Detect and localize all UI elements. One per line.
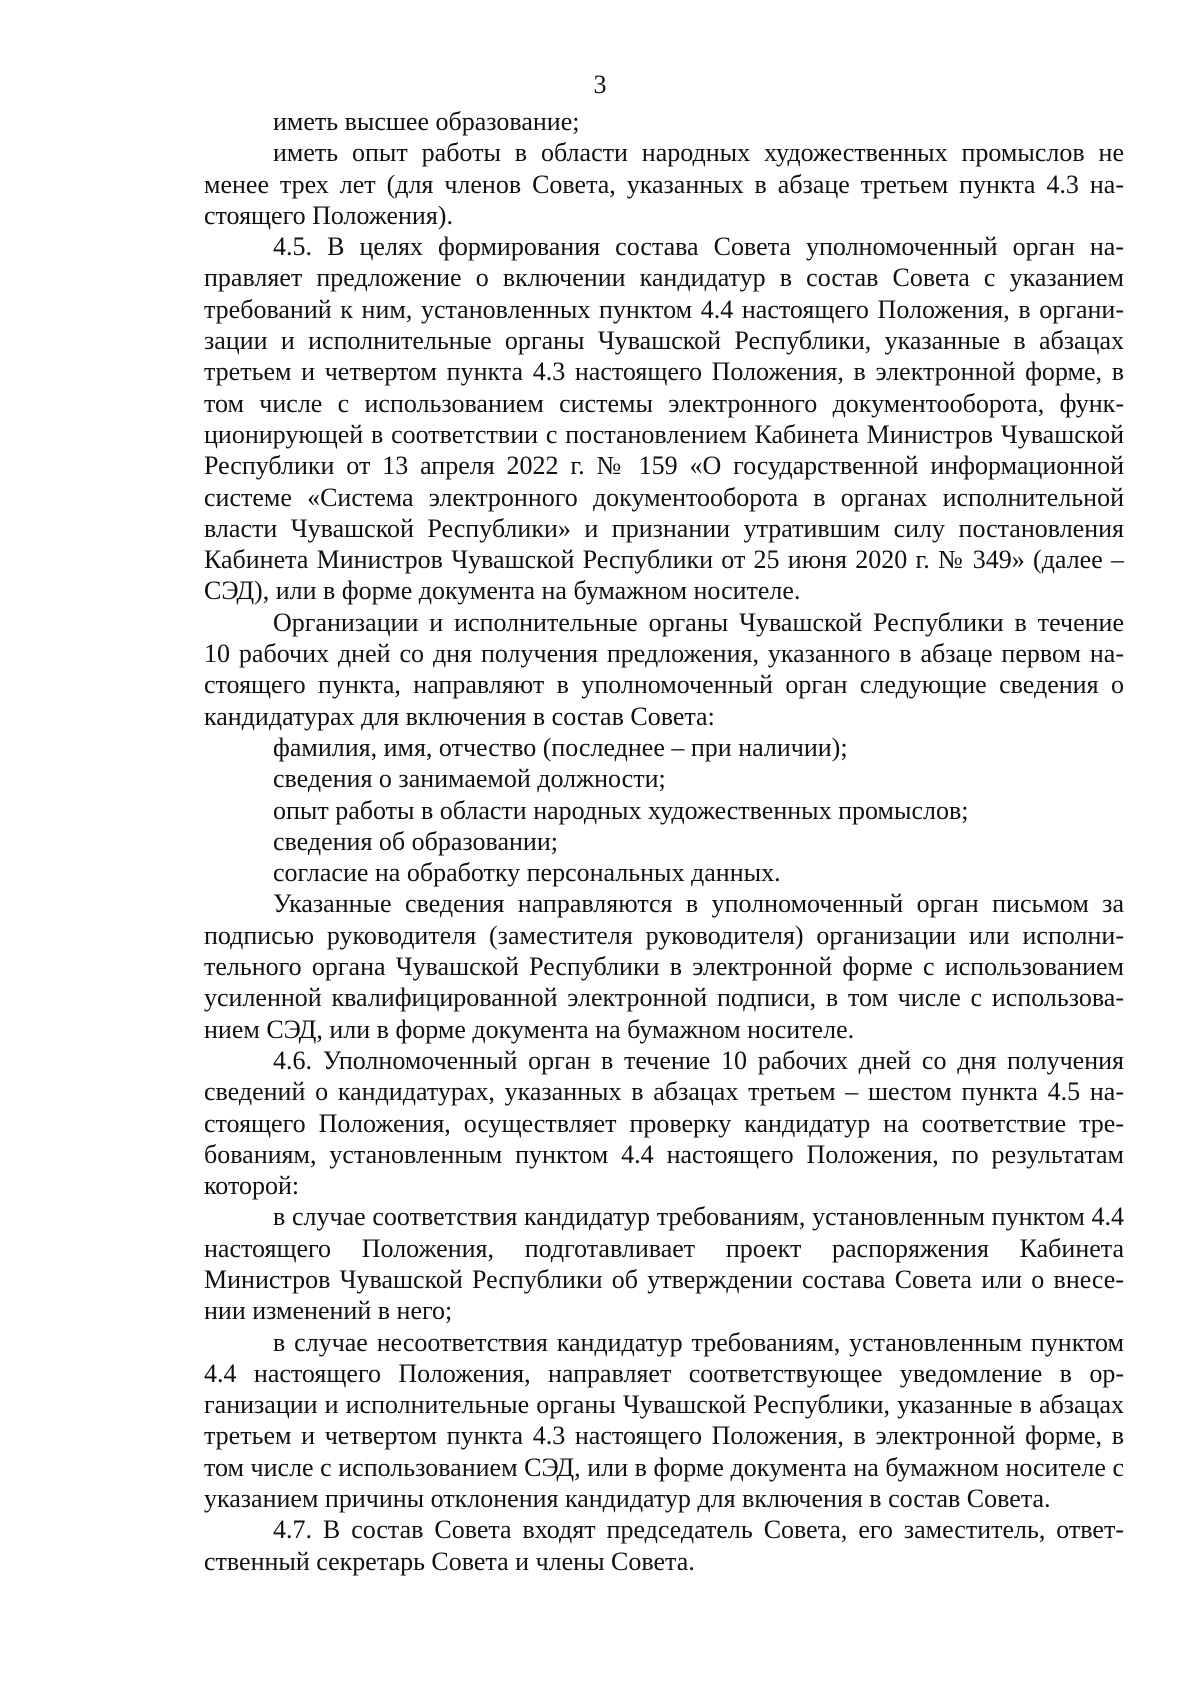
page-number: 3 [593, 70, 607, 99]
paragraph-organizations-submit: Организации и исполнительные органы Чувашской Республики в течение 10 рабочих дней со дня получения предложения, указанного в абзаце первом настоящего пункта, направляют в уполномоченный орган следующие сведения о кандидатурах для включения в состав Совета: [204, 607, 1124, 731]
paragraph-experience-requirement: иметь опыт работы в области народных художественных промыслов не менее трех лет (для членов Совета, указанных в абзаце третьем пункта 4.3 настоящего Положения). [204, 138, 1124, 230]
paragraph-education-requirement: иметь высшее образование; [273, 107, 580, 136]
document-body [204, 106, 1124, 1577]
list-item-position: сведения о занимаемой должности; [273, 764, 666, 794]
list-item-full-name: фамилия, имя, отчество (последнее – при наличии); [273, 732, 848, 762]
paragraph-clause-4-6: 4.6. Уполномоченный орган в течение 10 рабочих дней со дня получения сведений о кандидатурах, указанных в абзацах третьем – шестом пункта 4.5 настоящего Положения, осуществляет проверку кандидатур на соответствие требованиям, установленным пунктом 4.4 настоящего Положения, по результатам которой: [204, 1045, 1124, 1201]
list-item-education: сведения об образовании; [273, 826, 558, 856]
list-item-consent: согласие на обработку персональных данных. [273, 858, 781, 888]
list-item-experience: опыт работы в области народных художественных промыслов; [273, 795, 969, 825]
paragraph-clause-4-7: 4.7. В состав Совета входят председатель Совета, его заместитель, ответственный секретарь Совета и члены Совета. [204, 1515, 1124, 1576]
paragraph-noncompliance-case: в случае несоответствия кандидатур требованиям, установленным пунктом 4.4 настоящего Положения, направляет соответствующее уведомление в организации и исполнительные органы Чувашской Республики, указанные в абзацах третьем и четвертом пункта 4.3 настоящего Положения, в электронной форме, в том числе с использованием СЭД, или в форме документа на бумажном носителе с указанием причины отклонения кандидатур для включения в состав Совета. [204, 1327, 1124, 1514]
paragraph-clause-4-5: 4.5. В целях формирования состава Совета уполномоченный орган направляет предложение о включении кандидатур в состав Совета с указанием требований к ним, установленных пунктом 4.4 настоящего Положения, в организации и исполнительные органы Чувашской Республики, указанные в абзацах третьем и четвертом пункта 4.3 настоящего Положения, в электронной форме, в том числе с использованием системы электронного документооборота, функционирующей в соответствии с постановлением Кабинета Министров Чувашской Республики от 13 апреля 2022 г. № 159 «О государственной информационной системе «Система электронного документооборота в органах исполнительной власти Чувашской Республики» и признании утратившим силу постановления Кабинета Министров Чувашской Республики от 25 июня 2020 г. № 349» (далее – СЭД), или в форме документа на бумажном носителе. [204, 232, 1124, 606]
paragraph-compliance-case: в случае соответствия кандидатур требованиям, установленным пунктом 4.4 настоящего Положения, подготавливает проект распоряжения Кабинета Министров Чувашской Республики об утверждении состава Совета или о внесении изменений в него; [204, 1202, 1124, 1326]
paragraph-information-sent: Указанные сведения направляются в уполномоченный орган письмом за подписью руководителя (заместителя руководителя) организации или исполнительного органа Чувашской Республики в электронной форме с использованием усиленной квалифицированной электронной подписи, в том числе с использованием СЭД, или в форме документа на бумажном носителе. [204, 889, 1124, 1044]
